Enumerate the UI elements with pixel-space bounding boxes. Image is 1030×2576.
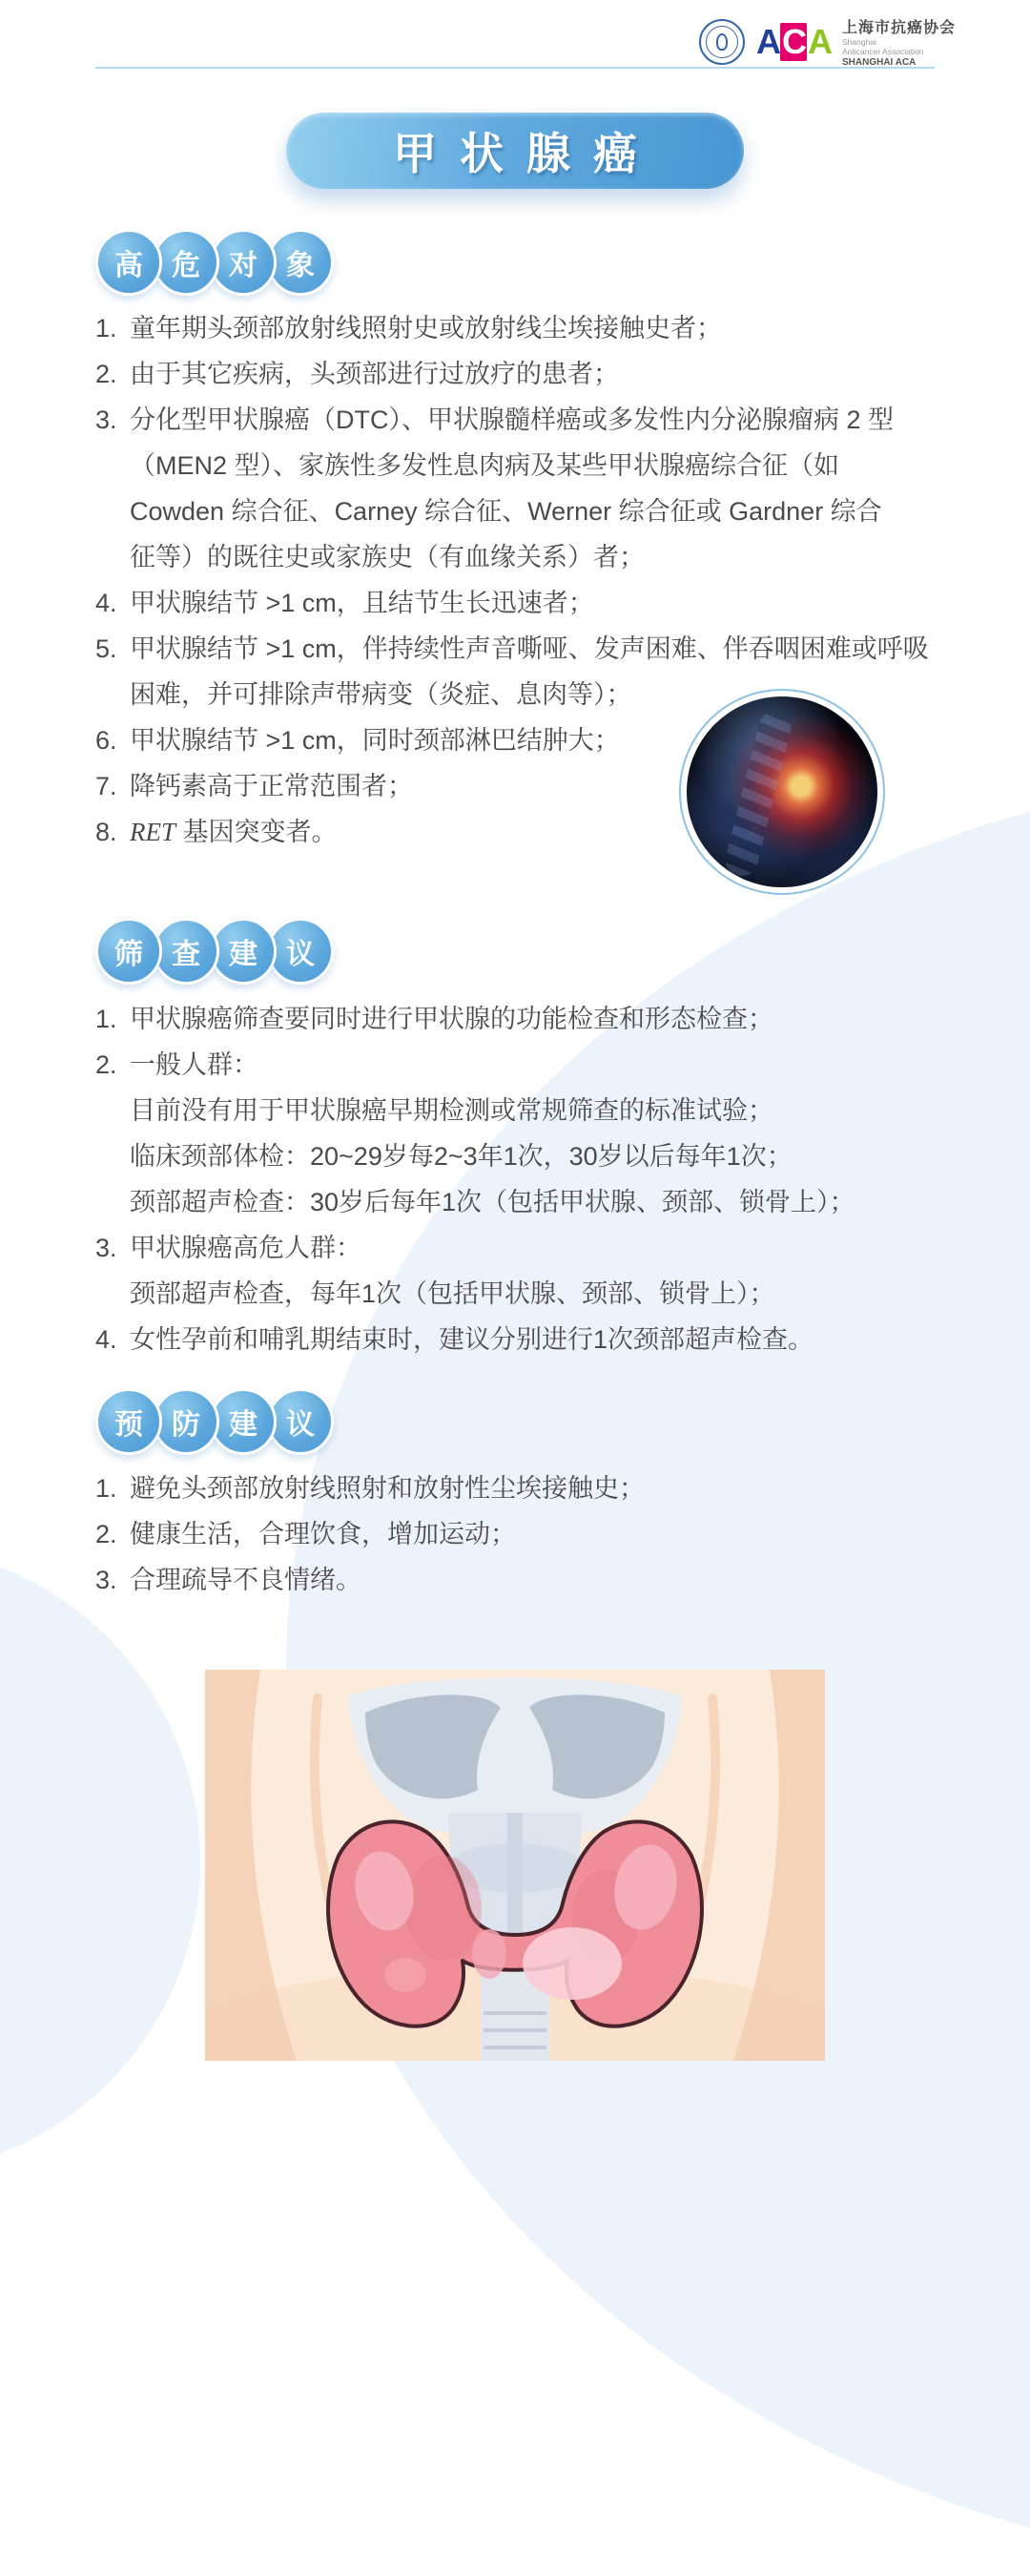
item-number: 3. <box>95 1234 117 1262</box>
item-text: （MEN2 型）、家族性多发性息肉病及某些甲状腺癌综合征（如 <box>130 451 840 480</box>
list-item <box>95 1042 935 1088</box>
seal-logo <box>699 19 745 65</box>
list-item <box>95 996 935 1042</box>
item-text: 甲状腺癌高危人群： <box>130 1234 361 1262</box>
item-text: 困难，并可排除声带病变（炎症、息肉等）； <box>130 680 632 709</box>
org-name-cn: 上海市抗癌协会 <box>842 20 957 36</box>
item-number: 7. <box>95 772 117 800</box>
prevention-list <box>95 1465 935 1603</box>
item-number: 3. <box>95 1566 117 1594</box>
aca-letter-c: C <box>782 22 805 61</box>
item-text: 临床颈部体检：20~29岁每2~3年1次，30岁以后每年1次； <box>130 1142 793 1171</box>
item-text: 甲状腺癌筛查要同时进行甲状腺的功能检查和形态检查； <box>130 1005 773 1033</box>
item-number: 3. <box>95 405 117 434</box>
badge-screening <box>95 918 324 985</box>
list-item <box>95 1465 935 1511</box>
item-number: 8. <box>95 818 117 846</box>
list-item <box>95 351 935 397</box>
background-circle-bottom-left <box>0 1546 200 2175</box>
org-name-block <box>842 15 956 69</box>
badge-char: 建 <box>210 918 277 985</box>
badge-char: 议 <box>267 1388 334 1455</box>
screening-list <box>95 996 935 1362</box>
badge-char: 高 <box>95 229 162 296</box>
org-name-en-2: Anticancer Association <box>842 47 924 56</box>
item-text: 女性孕前和哺乳期结束时，建议分别进行1次颈部超声检查。 <box>130 1325 814 1354</box>
item-number: 6. <box>95 726 117 755</box>
item-number: 5. <box>95 634 117 663</box>
item-text: 一般人群： <box>130 1050 258 1079</box>
badge-char: 防 <box>153 1388 219 1455</box>
item-number: 4. <box>95 1325 117 1354</box>
item-text: 由于其它疾病，头颈部进行过放疗的患者； <box>130 360 619 388</box>
item-text: 童年期头颈部放射线照射史或放射线尘埃接触史者； <box>130 314 722 343</box>
seal-inner-ring <box>706 26 738 58</box>
item-number: 1. <box>95 314 117 343</box>
gene-name: RET <box>130 818 176 846</box>
badge-char: 筛 <box>95 918 162 985</box>
page-title: 甲状腺癌 <box>393 129 660 178</box>
item-text: 颈部超声检查，每年1次（包括甲状腺、颈部、锁骨上）； <box>130 1279 775 1308</box>
badge-high-risk <box>95 229 324 296</box>
list-item <box>95 580 935 626</box>
item-number: 2. <box>95 360 117 388</box>
list-item <box>95 397 935 443</box>
list-item <box>95 1225 935 1271</box>
item-text: 甲状腺结节 >1 cm，且结节生长迅速者； <box>130 589 594 617</box>
list-item <box>95 1511 935 1557</box>
item-number: 1. <box>95 1474 117 1503</box>
item-text: 颈部超声检查：30岁后每年1次（包括甲状腺、颈部、锁骨上）； <box>130 1188 855 1216</box>
item-text: 甲状腺结节 >1 cm，伴持续性声音嘶哑、发声困难、伴吞咽困难或呼吸 <box>130 634 929 663</box>
item-number: 2. <box>95 1050 117 1079</box>
org-name-en-3: SHANGHAI ACA <box>842 57 917 68</box>
aca-letter-a1: A <box>756 22 779 61</box>
item-text: 征等）的既往史或家族史（有血缘关系）者； <box>130 543 645 571</box>
badge-char: 对 <box>210 229 277 296</box>
item-text: 合理疏导不良情绪。 <box>130 1566 361 1594</box>
item-text: 健康生活，合理饮食，增加运动； <box>130 1520 516 1548</box>
badge-char: 议 <box>267 918 334 985</box>
thyroid-illustration <box>205 1670 825 2061</box>
list-item <box>95 626 935 672</box>
aca-letter-a2: A <box>808 22 831 61</box>
badge-char: 预 <box>95 1388 162 1455</box>
list-item <box>95 1317 935 1362</box>
photo-ring <box>679 689 885 895</box>
item-text: 分化型甲状腺癌（DTC）、甲状腺髓样癌或多发性内分泌腺瘤病 2 型 <box>130 405 895 434</box>
item-text: 降钙素高于正常范围者； <box>130 772 413 800</box>
item-number: 2. <box>95 1520 117 1548</box>
item-number: 4. <box>95 589 117 617</box>
item-text: 基因突变者。 <box>175 818 338 846</box>
badge-char: 查 <box>153 918 219 985</box>
item-text: 甲状腺结节 >1 cm，同时颈部淋巴结肿大； <box>130 726 620 755</box>
item-text: 目前没有用于甲状腺癌早期检测或常规筛查的标准试验； <box>130 1096 773 1125</box>
seal-glyph-icon <box>716 33 728 51</box>
list-item <box>95 1557 935 1603</box>
title-banner <box>286 113 744 189</box>
org-name-en-1: Shanghai <box>842 37 876 47</box>
badge-char: 建 <box>210 1388 277 1455</box>
badge-char: 象 <box>267 229 334 296</box>
badge-char: 危 <box>153 229 219 296</box>
header <box>699 15 956 69</box>
list-item <box>95 305 935 351</box>
badge-prevention <box>95 1388 324 1455</box>
item-text: Cowden 综合征、Carney 综合征、Werner 综合征或 Gardner 综合 <box>130 497 882 526</box>
item-number: 1. <box>95 1005 117 1033</box>
neck-tumor-photo <box>687 696 877 887</box>
item-text: 避免头颈部放射线照射和放射性尘埃接触史； <box>130 1474 645 1503</box>
aca-logo <box>756 23 831 61</box>
